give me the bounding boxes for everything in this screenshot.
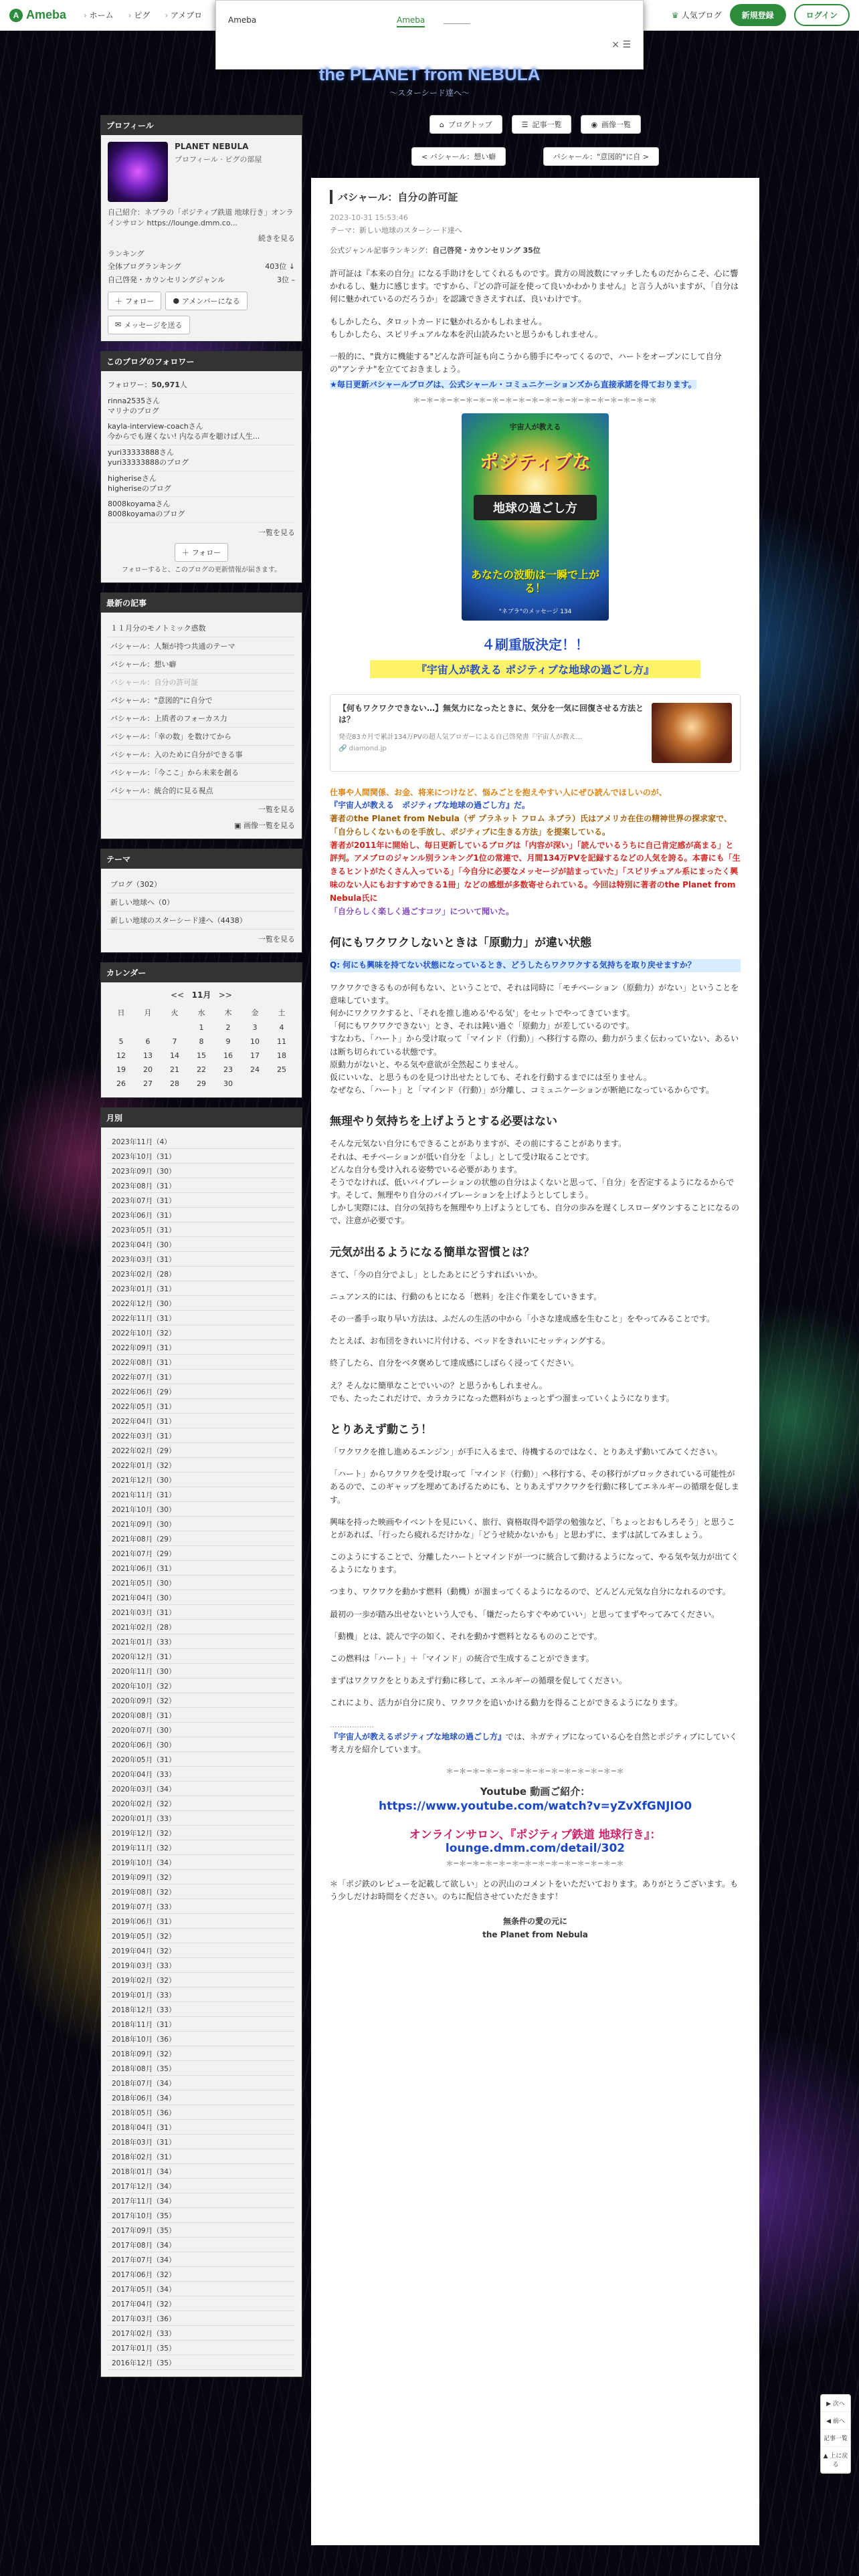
avatar[interactable]	[108, 142, 168, 202]
archive-month-item[interactable]: 2019年04月（32）	[108, 1943, 295, 1958]
section-heading: 無理やり気持ちを上げようとする必要はない	[330, 1115, 557, 1129]
book-cover-subtitle: 地球の過ごし方	[474, 495, 597, 520]
widget-heading: 最新の記事	[101, 593, 302, 613]
profile-name[interactable]: PLANET NEBULA	[175, 142, 249, 151]
dotted-line: ………………	[330, 1720, 374, 1729]
amember-icon: ●	[173, 296, 180, 306]
archive-month-item[interactable]: 2019年03月（33）	[108, 1958, 295, 1973]
ameba-logo[interactable]: A Ameba	[9, 8, 66, 22]
theme-item[interactable]: 新しい地球へ（0）	[108, 893, 295, 911]
archive-month-item[interactable]: 2021年02月（28）	[108, 1620, 295, 1634]
cal-day	[108, 1021, 134, 1035]
archive-month-item[interactable]: 2023年09月（30）	[108, 1164, 295, 1178]
main-column	[311, 115, 759, 2545]
cal-day[interactable]: 7	[172, 1037, 177, 1046]
cal-day[interactable]: 12	[116, 1051, 126, 1060]
cal-day	[268, 1077, 295, 1091]
book-cover-top: 宇宙人が教える	[509, 422, 561, 431]
widget-heading: 月別	[101, 1108, 302, 1128]
genre-rank-row[interactable]: 自己啓発・カウンセリングジャンル 3位 –	[108, 275, 295, 284]
cal-day[interactable]: 29	[197, 1079, 206, 1088]
archive-month-item[interactable]: 2023年02月（28）	[108, 1267, 295, 1281]
paragraph: 最初の一歩が踏み出せないという人でも、「嫌だったらすぐやめていい」と思ってまずやってみてください。	[330, 1609, 720, 1619]
archive-month-item[interactable]: 2019年01月（33）	[108, 1988, 295, 2002]
article-date: 2023-10-31 15:53:46	[330, 213, 408, 222]
recent-post-item-current: バシャール：自分の許可証	[108, 673, 295, 691]
image-list-link[interactable]: ▣ 画像一覧を見る	[234, 821, 295, 830]
cal-day[interactable]: 23	[223, 1065, 233, 1074]
follower-item[interactable]: kayla-interview-coachさん 今からでも遅くない! 内なる声を聴けば人生...	[108, 419, 295, 445]
follower-item[interactable]: higheriseさん higheriseのブログ	[108, 471, 295, 498]
archive-month-item[interactable]: 2021年11月（31）	[108, 1487, 295, 1502]
archive-widget	[100, 1107, 302, 2377]
paragraph: え？そんなに簡単なことでいいの？と思うかもしれません。 でも、たったこれだけで、カラカラになった燃料がちょっとずつ溜まっていくようになります。	[330, 1380, 674, 1403]
paragraph: 許可証は『本来の自分』になる手助けをしてくれるものです。貴方の周波数にマッチしたものだからこそ、心に響かれるし、魅力に感じます。ですから、『どの許可証を使って良いかわかりません』と言う人がいますが、「自分は何に魅かれているのだろうか」を認識できさえすれば、良いわけです。	[330, 269, 739, 304]
paragraph: まずはワクワクをとりあえず行動に移して、エネルギーの循環を促してください。	[330, 1676, 627, 1686]
book-cover-tagline: あなたの波動は一瞬で上がる！	[470, 568, 599, 595]
archive-month-item[interactable]: 2017年09月（35）	[108, 2223, 295, 2238]
archive-month-item[interactable]: 2020年05月（31）	[108, 1752, 295, 1767]
archive-month-item[interactable]: 2020年02月（32）	[108, 1796, 295, 1811]
cal-day[interactable]: 27	[143, 1079, 153, 1088]
mail-icon: ✉	[115, 320, 122, 330]
archive-month-item[interactable]: 2018年10月（36）	[108, 2032, 295, 2046]
cal-day[interactable]: 24	[250, 1065, 260, 1074]
cal-day[interactable]: 2	[225, 1023, 231, 1032]
article-theme[interactable]: テーマ：新しい地球のスターシード達へ	[330, 226, 462, 235]
book-tail-title[interactable]: 『宇宙人が教えるポジティブな地球の過ごし方』	[330, 1731, 506, 1741]
salon-label: オンラインサロン、『ポジティブ鉄道 地球行き』：	[409, 1828, 662, 1842]
home-icon: ⌂	[439, 120, 444, 129]
follow-note: フォローすると、このブログの更新情報が届きます。	[121, 566, 282, 574]
cal-day[interactable]: 8	[199, 1037, 204, 1046]
follower-count: フォロワー：50,971人	[108, 378, 295, 394]
ameba-dropdown-panel	[215, 0, 644, 70]
cal-day[interactable]: 22	[197, 1065, 206, 1074]
paragraph: さて、「今の自分でよし」としたあとにどうすればいいか。	[330, 1269, 543, 1279]
archive-month-item[interactable]: 2020年07月（30）	[108, 1723, 295, 1737]
cal-day[interactable]: 18	[277, 1051, 286, 1060]
recent-post-item[interactable]: バシャール：「今ここ」から未来を創る	[108, 764, 295, 782]
official-highlight: ★毎日更新バシャールブログは、公式シャール・コミュニケーションズから直接承諾を得ております。	[330, 380, 696, 390]
archive-month-item[interactable]: 2020年12月（31）	[108, 1649, 295, 1664]
archive-month-item[interactable]: 2023年01月（31）	[108, 1281, 295, 1296]
paragraph: 「ワクワクを推し進めるエンジン」が手に入るまで、待機するのではなく、とりあえず動いてみてください。	[330, 1446, 723, 1457]
archive-month-item[interactable]: 2020年06月（30）	[108, 1737, 295, 1752]
archive-month-item[interactable]: 2023年05月（31）	[108, 1222, 295, 1237]
paragraph: そんな元気ない自分にもできることがありますが、その前にすることがあります。 それは、モチベーションが低い自分を「よし」として受け取ることです。 どんな自分も受け入れる姿勢でいる必要があります。 そうでなければ、低いバイブレーションの状態の自分はよくないと思って、「自分」を否定するようになるからです。そして、無理やり自分のバイブレーションを上げようとしてしまう。 しかし実際には、自分の気持ちを無理やり上げようとしても、自分の歩みを遅くしスローダウンすることになるので、注意が必要です。	[330, 1139, 740, 1226]
calendar-nav	[108, 989, 295, 1000]
crown-icon: ♛	[671, 10, 679, 20]
cal-day[interactable]: 3	[252, 1023, 258, 1032]
archive-month-item[interactable]: 2022年01月（32）	[108, 1458, 295, 1473]
archive-month-item[interactable]: 2022年09月（31）	[108, 1340, 295, 1355]
nav-pigg[interactable]: › ピグ	[128, 9, 151, 21]
book-cover-footer: "ネブラ"のメッセージ 134	[498, 608, 572, 615]
youtube-label: Youtube 動画ご紹介：	[480, 1785, 591, 1798]
widget-heading: プロフィール	[101, 116, 302, 135]
post-list-button[interactable]: ☰ 記事一覧	[512, 115, 572, 134]
overall-rank-row[interactable]: 全体ブログランキング 403位 ↓	[108, 261, 295, 271]
hot-blog-link[interactable]: ♛ 人気ブログ	[671, 10, 722, 20]
weekday: 土	[278, 1008, 286, 1017]
archive-month-item[interactable]: 2018年07月（34）	[108, 2076, 295, 2090]
follower-item[interactable]: 8008koyamaさん 8008koyamaのブログ	[108, 497, 295, 523]
floating-nav	[820, 2394, 851, 2474]
archive-month-item[interactable]: 2018年02月（31）	[108, 2149, 295, 2164]
calendar-table	[108, 1004, 295, 1091]
archive-month-item[interactable]: 2017年12月（34）	[108, 2179, 295, 2193]
blog-nav	[311, 115, 759, 134]
calendar-month: 11月	[191, 990, 211, 1000]
cal-day[interactable]: 28	[170, 1079, 179, 1088]
message-button[interactable]: ✉ メッセージを送る	[108, 316, 190, 334]
archive-month-item[interactable]: 2019年12月（32）	[108, 1826, 295, 1840]
calendar-widget	[100, 962, 302, 1098]
plus-icon: ＋	[115, 296, 122, 306]
follower-item[interactable]: rinna2535さん マリナのブログ	[108, 394, 295, 420]
cal-day[interactable]: 1	[199, 1023, 204, 1032]
profile-widget	[100, 115, 302, 342]
archive-month-item[interactable]: 2023年11月（4）	[108, 1134, 295, 1149]
plus-icon: ＋	[181, 548, 189, 558]
separator: ＊─＊─＊─＊─＊─＊─＊─＊─＊─＊─＊─＊─＊─＊─＊─＊─＊─＊─＊	[413, 395, 658, 405]
recent-post-item[interactable]: バシャール：「幸の数」を数けてから	[108, 728, 295, 746]
archive-month-item[interactable]: 2017年02月（33）	[108, 2326, 295, 2341]
archive-month-item[interactable]: 2017年01月（35）	[108, 2341, 295, 2355]
archive-month-item[interactable]: 2018年08月（35）	[108, 2061, 295, 2076]
ranking-label: ランキング	[108, 249, 145, 258]
cal-day[interactable]: 21	[170, 1065, 179, 1074]
cal-day[interactable]: 6	[145, 1037, 151, 1046]
cal-day[interactable]: 15	[197, 1051, 206, 1060]
camera-icon: ◉	[591, 120, 598, 129]
themes-more-link[interactable]: 一覧を見る	[258, 934, 295, 944]
archive-month-item[interactable]: 2022年12月（30）	[108, 1296, 295, 1311]
paragraph: 「ハート」からワクワクを受け取って「マインド（行動）」へ移行する、その移行がブロックされている可能性があるので、このギャップを埋めてあげるためにも、とりあえずワクワクを行動に移してエネルギーの循環を促します。	[330, 1469, 739, 1505]
panel-logo-text: Ameba	[228, 15, 257, 25]
cal-day[interactable]: 11	[277, 1037, 286, 1046]
archive-month-item[interactable]: 2021年06月（31）	[108, 1561, 295, 1576]
archive-month-item[interactable]: 2022年11月（31）	[108, 1311, 295, 1325]
archive-month-item[interactable]: 2022年07月（31）	[108, 1370, 295, 1384]
profile-intro: 自己紹介：ネブラの「ポジティブ鉄道 地球行き」オンラインサロン https://lounge.dmm.co...	[108, 208, 294, 227]
cal-day[interactable]: 19	[116, 1065, 126, 1074]
recent-post-item[interactable]: バシャール："意図的"に自分で	[108, 691, 295, 710]
archive-month-item[interactable]: 2017年11月（34）	[108, 2193, 295, 2208]
archive-month-item[interactable]: 2018年01月（34）	[108, 2164, 295, 2179]
separator: ＊─＊─＊─＊─＊─＊─＊─＊─＊─＊─＊─＊─＊─＊	[446, 1858, 625, 1868]
paragraph: 「動機」とは、読んで字の如く、それを動かす燃料となるもののことです。	[330, 1631, 602, 1641]
archive-month-item[interactable]: 2019年10月（34）	[108, 1855, 295, 1870]
archive-month-item[interactable]: 2023年04月（30）	[108, 1237, 295, 1252]
cal-day	[134, 1021, 161, 1035]
archive-month-item[interactable]: 2020年03月（34）	[108, 1782, 295, 1796]
archive-month-item[interactable]: 2017年05月（34）	[108, 2282, 295, 2296]
question: Q: 何にも興味を持てない状態になっているとき、どうしたらワクワクする気持ちを取り戻せますか？	[330, 959, 741, 972]
paragraph: このようにすることで、分離したハートとマインドが一つに統合して動けるようになって、やる気や気力が出てくるようになります。	[330, 1552, 739, 1575]
archive-month-item[interactable]: 2016年12月（35）	[108, 2355, 295, 2370]
paragraph: ワクワクできるものが何もない、ということで、それは同時に「モチベーション（原動力）がない」ということを意味しています。 何かにワクワクすると、「それを推し進める'やる気'」をセットでやってきています。 「何にもワクワクできない」とき、それは鈍い過ぐ「原動力」が差しているのです。 すなわち、「ハート」から受け取って「マインド（行動）」へ移行する際の、動力がうまく伝わっていない、あるいは断ち切られている状態です。 原動力がないと、やる気や意欲が全然起こりません。 仮にいいな、と思うものを見つけ出せたとしても、それを行動するまでには至りません。 なぜなら、「ハート」と「マインド（行動）」が分離し、コミュニケーションが断絶になっているからです。	[330, 982, 739, 1095]
cal-day[interactable]: 9	[225, 1037, 231, 1046]
followers-widget	[100, 351, 302, 583]
link-icon: 🔗	[339, 745, 347, 753]
cal-day[interactable]: 26	[116, 1079, 126, 1088]
article-title: バシャール：自分の許可証	[330, 190, 741, 204]
ameba-logo-icon: A	[9, 9, 23, 22]
book-cover-title: ポジティブな	[480, 450, 591, 473]
paragraph: その一番手っ取り早い方法は、ふだんの生活の中から「小さな達成感を生むこと」をやってみることです。	[330, 1314, 715, 1324]
archive-month-item[interactable]: 2021年04月（30）	[108, 1590, 295, 1605]
paragraph: ニュアンス的には、行動のもとになる「燃料」を注ぐ作業をしていきます。	[330, 1291, 602, 1301]
followers-more-link[interactable]: 一覧を見る	[258, 528, 295, 538]
archive-month-item[interactable]: 2022年10月（32）	[108, 1325, 295, 1340]
promo-block: 仕事や人間関係、お金、将来につけなど、悩みごとを抱えやすい人にぜひ読んでほしいのが、 『宇宙人が教える ポジティブな地球の過ごし方』だ。 著者のthe Planet from Nebula（ザ プラネット フロム ネブラ）氏はアメリカ在住の精神世界の探求家で、「自分らしくないものを手放し、ポジティブに生きる方法」を提案している。 著者が2011年に開始し、毎日更新しているブログは「内容が深い」「読んでいるうちに自己肯定感が高まる」と評判。アメブロのジャンル別ランキング1位の常連で、月間134万PVを記録するなどの人気を誇る。本書にも「生きるヒントがたくさん入っている」「今自分に必要なメッセージが詰まっていた」「スピリチュアル系にまったく興味のない人にもおすすめできる1冊」などの感想が多数寄せられている。今回は特別に著者のthe Planet from Nebula氏に 「自分らしく楽しく過ごすコツ」について聞いた。	[330, 787, 741, 916]
archive-month-item[interactable]: 2022年06月（29）	[108, 1384, 295, 1399]
archive-month-item[interactable]: 2018年11月（31）	[108, 2017, 295, 2032]
paragraph: 一般的に、"貴方に機能する"どんな許可証も向こうから勝手にやってくるので、ハートをオープンにして自分の"アンテナ"を立てておきましょう。	[330, 351, 722, 374]
archive-list	[101, 1128, 302, 2377]
cal-day[interactable]: 10	[250, 1037, 260, 1046]
paragraph: つまり、ワクワクを動かす燃料（動機）が溜まってくるようになるので、どんどん元気な自分になれるのです。	[330, 1587, 731, 1597]
paragraph: この燃料は「ハート」＋「マインド」の統合で生成することができます。	[330, 1654, 594, 1664]
calendar-prev[interactable]: <<	[171, 990, 185, 1000]
link-card-domain: 🔗 diamond.jp	[339, 745, 387, 753]
amember-button[interactable]: ● アメンバーになる	[165, 292, 247, 310]
archive-month-item[interactable]: 2021年07月（29）	[108, 1546, 295, 1561]
genre-link[interactable]: 自己啓発・カウンセリング	[432, 246, 520, 255]
cal-day[interactable]: 16	[223, 1051, 233, 1060]
recent-post-item[interactable]: バシャール：上质者のフォーカス力	[108, 710, 295, 728]
paragraph: たとえば、お布団をきれいに片付ける、ベッドをきれいにセッティングする。	[330, 1336, 610, 1346]
link-card-thumbnail	[652, 703, 732, 763]
weekday: 木	[224, 1008, 232, 1017]
closing-note: ＊「ポジ鉄のレビューを記載して欲しい」との沢山のコメントをいただいております。ありがとうございます。もう少しだけお時間をください。のちに配信させていただきます！	[330, 1879, 739, 1902]
archive-month-item[interactable]: 2017年04月（32）	[108, 2296, 295, 2311]
link-card-title: 【何もワクワクできない…】無気力になったときに、気分を一気に回復させる方法とは？	[339, 703, 644, 724]
archive-month-item[interactable]: 2017年10月（35）	[108, 2208, 295, 2223]
archive-month-item[interactable]: 2023年06月（31）	[108, 1208, 295, 1222]
signup-button[interactable]: 新規登録	[730, 4, 786, 26]
archive-month-item[interactable]: 2017年03月（36）	[108, 2311, 295, 2326]
login-button[interactable]: ログイン	[794, 4, 850, 26]
archive-month-item[interactable]: 2021年10月（30）	[108, 1502, 295, 1517]
float-next-button[interactable]: ▶ 次へ	[821, 2395, 850, 2412]
archive-month-item[interactable]: 2021年12月（30）	[108, 1473, 295, 1487]
panel-tab[interactable]: Ameba	[397, 15, 425, 27]
archive-month-item[interactable]: 2019年11月（32）	[108, 1840, 295, 1855]
recent-post-item[interactable]: バシャール：入のために自分ができる事	[108, 746, 295, 764]
archive-month-item[interactable]: 2022年05月（31）	[108, 1399, 295, 1414]
follow-button[interactable]: ＋ フォロー	[108, 292, 161, 310]
archive-month-item[interactable]: 2017年07月（34）	[108, 2252, 295, 2267]
profile-links[interactable]: プロフィール · ピグの部屋	[175, 155, 262, 164]
section-heading: 何にもワクワクしないときは「原動力」が違い状態	[330, 936, 591, 950]
recent-post-item[interactable]: バシャール：想い癖	[108, 655, 295, 673]
blog-description: ～スターシード達へ～	[389, 88, 470, 98]
recent-post-item[interactable]: バシャール：統合的に見る視点	[108, 782, 295, 800]
cal-day[interactable]: 30	[223, 1079, 233, 1088]
float-list-button[interactable]: 記事一覧	[821, 2430, 850, 2447]
archive-month-item[interactable]: 2021年03月（31）	[108, 1605, 295, 1620]
archive-month-item[interactable]: 2022年03月（31）	[108, 1428, 295, 1443]
cal-day[interactable]: 25	[277, 1065, 286, 1074]
archive-month-item[interactable]: 2023年08月（31）	[108, 1178, 295, 1193]
cal-day[interactable]: 4	[279, 1023, 284, 1032]
book-title-banner[interactable]: 『宇宙人が教える ポジティブな地球の過ごし方』	[370, 660, 700, 678]
separator: ＊─＊─＊─＊─＊─＊─＊─＊─＊─＊─＊─＊─＊─＊	[446, 1766, 625, 1776]
cal-day[interactable]: 13	[143, 1051, 153, 1060]
archive-month-item[interactable]: 2021年05月（30）	[108, 1576, 295, 1590]
archive-month-item[interactable]: 2018年12月（33）	[108, 2002, 295, 2017]
link-card-desc: 発売83カ月で累計134万PVの超人気ブロガーによる自己啓発書『宇宙人が教え...	[339, 734, 583, 742]
archive-month-item[interactable]: 2019年02月（32）	[108, 1973, 295, 1988]
recent-posts-widget	[100, 593, 302, 839]
paragraph: これにより、活力が自分に戻り、ワクワクを追いかける動力を得ることができるようになります。	[330, 1698, 683, 1708]
global-nav	[84, 9, 202, 21]
link-card[interactable]	[330, 694, 741, 772]
archive-month-item[interactable]: 2022年02月（29）	[108, 1443, 295, 1458]
follower-item[interactable]: yuri33333888さん yuri33333888のブログ	[108, 445, 295, 471]
archive-month-item[interactable]: 2020年09月（32）	[108, 1693, 295, 1708]
nav-home[interactable]: › ホーム	[84, 9, 114, 21]
signature: 無条件の愛の元に the Planet from Nebula	[482, 1917, 588, 1939]
archive-month-item[interactable]: 2021年09月（30）	[108, 1517, 295, 1531]
weekday: 火	[171, 1008, 179, 1017]
archive-month-item[interactable]: 2019年06月（31）	[108, 1914, 295, 1929]
salon-link[interactable]: lounge.dmm.com/detail/302	[445, 1841, 626, 1855]
book-tail: 『宇宙人が教えるポジティブな地球の過ごし方』では、ネガティブになっている心を自然とポジティブにしていく考え方を紹介しています。	[330, 1731, 738, 1754]
themes-widget	[100, 849, 302, 953]
weekday: 水	[197, 1008, 205, 1017]
nav-ameblo[interactable]: › アメブロ	[165, 9, 202, 21]
recent-post-item[interactable]: バシャール：人類が持つ共通のテーマ	[108, 637, 295, 655]
archive-month-item[interactable]: 2018年05月（36）	[108, 2105, 295, 2120]
cal-day	[242, 1077, 268, 1091]
widget-heading: カレンダー	[101, 963, 302, 982]
archive-month-item[interactable]: 2019年09月（32）	[108, 1870, 295, 1885]
next-post-button[interactable]: バシャール："意図的"に自 >	[543, 147, 659, 166]
youtube-link[interactable]: https://www.youtube.com/watch?v=yZvXfGNJIO0	[378, 1799, 692, 1813]
paragraph: 終了したら、自分をベタ褒めして達成感にしばらく浸ってください。	[330, 1358, 579, 1368]
archive-month-item[interactable]: 2020年01月（33）	[108, 1811, 295, 1826]
archive-month-item[interactable]: 2023年07月（31）	[108, 1193, 295, 1208]
archive-month-item[interactable]: 2019年05月（32）	[108, 1929, 295, 1943]
theme-item[interactable]: 新しい地球のスターシード達へ（4438）	[108, 911, 295, 930]
calendar-next[interactable]: >>	[218, 990, 232, 1000]
book-cover-image[interactable]	[462, 413, 609, 621]
cal-day[interactable]: 17	[250, 1051, 260, 1060]
intro-more-link[interactable]: 続きを見る	[258, 233, 295, 243]
archive-month-item[interactable]: 2018年06月（34）	[108, 2090, 295, 2105]
sidebar	[100, 115, 302, 2387]
genre-ranking: 公式ジャンル記事ランキング：自己啓発・カウンセリング 35位	[330, 246, 541, 255]
section-heading: 元気が出るようになる簡単な習慣とは？	[330, 1245, 535, 1259]
archive-month-item[interactable]: 2023年03月（31）	[108, 1252, 295, 1267]
weekday: 日	[117, 1008, 125, 1017]
archive-month-item[interactable]: 2020年11月（30）	[108, 1664, 295, 1679]
archive-month-item[interactable]: 2021年08月（29）	[108, 1531, 295, 1546]
weekday: 月	[144, 1008, 152, 1017]
recent-post-item[interactable]: １１月分のモノトミック惑数	[108, 619, 295, 637]
archive-month-item[interactable]: 2017年06月（32）	[108, 2267, 295, 2282]
archive-month-item[interactable]: 2022年08月（31）	[108, 1355, 295, 1370]
recent-more-link[interactable]: 一覧を見る	[258, 804, 295, 814]
close-icon[interactable]: × ☰	[611, 39, 631, 50]
widget-heading: このブログのフォロワー	[101, 352, 302, 371]
archive-month-item[interactable]: 2018年09月（32）	[108, 2046, 295, 2061]
prev-post-button[interactable]: < バシャール：想い癖	[411, 147, 506, 166]
panel-tab-underline	[444, 23, 470, 24]
archive-month-item[interactable]: 2018年03月（31）	[108, 2135, 295, 2149]
blog-title[interactable]: the PLANET from NEBULA	[318, 64, 541, 84]
archive-month-item[interactable]: 2022年04月（31）	[108, 1414, 295, 1428]
cal-day[interactable]: 5	[118, 1037, 124, 1046]
cal-day	[161, 1021, 188, 1035]
archive-month-item[interactable]: 2021年01月（33）	[108, 1634, 295, 1649]
blog-top-button[interactable]: ⌂ ブログトップ	[430, 115, 502, 134]
list-icon: ☰	[521, 120, 529, 129]
weekday: 金	[251, 1008, 259, 1017]
prev-next-nav	[311, 147, 759, 166]
cal-day[interactable]: 14	[170, 1051, 179, 1060]
archive-month-item[interactable]: 2018年04月（31）	[108, 2120, 295, 2135]
paragraph: もしかしたら、タロットカードに魅かれるかもしれません。 もしかしたら、スピリチュアルな本を沢山読みたいと思うかもしれません。	[330, 316, 603, 339]
archive-month-item[interactable]: 2019年08月（32）	[108, 1885, 295, 1899]
widget-heading: テーマ	[101, 849, 302, 869]
archive-month-item[interactable]: 2020年04月（33）	[108, 1767, 295, 1782]
theme-item[interactable]: ブログ（302）	[108, 875, 295, 893]
cal-day[interactable]: 20	[143, 1065, 153, 1074]
section-heading: とりあえず動こう！	[330, 1422, 432, 1436]
image-list-button[interactable]: ◉ 画像一覧	[581, 115, 641, 134]
follow-button-2[interactable]: ＋ フォロー	[175, 543, 228, 562]
float-prev-button[interactable]: ◀ 前へ	[821, 2412, 850, 2430]
archive-month-item[interactable]: 2020年10月（32）	[108, 1679, 295, 1693]
archive-month-item[interactable]: 2020年08月（31）	[108, 1708, 295, 1723]
archive-month-item[interactable]: 2017年08月（34）	[108, 2238, 295, 2252]
archive-month-item[interactable]: 2019年07月（33）	[108, 1899, 295, 1914]
paragraph: 興味を持った映画やイベントを見にいく、旅行、資格取得や語学の勉強など、「ちょっとおもしろそう」と思うことがあれば、「行ったら疲れるだけかな」「どうせ続かないかも」と思わずに、まずは試してみましょう。	[330, 1517, 735, 1539]
archive-month-item[interactable]: 2023年10月（31）	[108, 1149, 295, 1164]
float-top-button[interactable]: ▲ 上に戻る	[821, 2447, 850, 2473]
reprint-announcement: ４刷重版決定！！	[482, 636, 589, 653]
article	[311, 178, 759, 2545]
image-icon: ▣	[234, 821, 242, 830]
